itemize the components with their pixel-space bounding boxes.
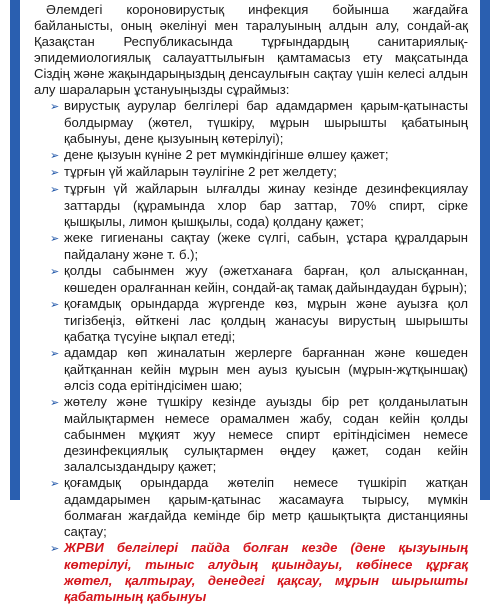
list-item: ➢ қоғамдық орындарда жөтеліп немесе түшкіріп жатқан адамдарымен қарым-қатынас жасамауға тырысу, мүмкін болмаған жағдайда кемінде бір метр қашықтықта дистанцияны сақтау; [50, 475, 468, 539]
document-body [30, 0, 470, 605]
arrow-bullet-icon: ➢ [50, 101, 60, 113]
list-item: ➢ жөтелу және түшкіру кезінде ауызды бір рет қолданылатын майлықтармен немесе орамалмен жабу, содан кейін қолды сабынмен мұқият жуу немесе спирт ерітіндісімен немесе дезинфекциялық сулықтармен өңдеу қажет, содан кейін залалсыздандыру қажет; [50, 394, 468, 474]
prevention-list [34, 98, 468, 605]
list-item: ➢ тұрғын үй жайларын тәулігіне 2 рет желдету; [50, 164, 337, 179]
arrow-bullet-icon: ➢ [50, 299, 60, 311]
intro-paragraph: Әлемдегі короновирустық инфекция бойынша жағдайға байланысты, оның әкелінуі мен таралуының алдын алу, сондай-ақ Қазақстан Республикасында тұрғындардың санитариялық-эпидемиологиялық салауаттылығын қамтамасыз ету мақсатында Сіздің және жақындарыңыздың денсаулығын сақтау үшін келесі алдын алу шараларын ұстануыңызды сұраймыз: [34, 2, 468, 97]
list-item: ➢ дене қызуын күніне 2 рет мүмкіндігінше өлшеу қажет; [50, 147, 389, 162]
list-item: ➢ вирустық аурулар белгілері бар адамдармен қарым-қатынасты болдырмау (жөтел, түшкіру, мұрын шырышты қабатының қабынуы, дене қызуының көтерілуі); [50, 98, 468, 146]
arrow-bullet-icon: ➢ [50, 184, 60, 196]
arrow-bullet-icon: ➢ [50, 150, 60, 162]
list-item: ➢ жеке гигиенаны сақтау (жеке сүлгі, сабын, ұстара құралдарын пайдалану және т. б.); [50, 230, 468, 262]
list-item: ➢ тұрғын үй жайларын ылғалды жинау кезінде дезинфекциялау заттарды (құрамында хлор бар заттар, 70% спирт, сірке қышқылы, лимон қышқылы, сода) қолдану қажет; [50, 181, 468, 229]
list-item: ➢ қоғамдық орындарда жүргенде көз, мұрын және ауызға қол тигізбеңіз, өйткені лас қолдың жанасуы вирустың шырышты қабатқа түсуіне ықпал етеді; [50, 296, 468, 344]
arrow-bullet-icon: ➢ [50, 478, 60, 490]
arrow-bullet-icon: ➢ [50, 348, 60, 360]
warning-list-item: ➢ ЖРВИ белгілері пайда болған кезде (дене қызуының көтерілуі, тыныс алудың қиындауы, көбінесе құрғақ жөтел, қалтырау, денедегі қақсау, мұрын шырышты қабатының қабынуы [50, 540, 468, 604]
right-border-stripe [480, 0, 490, 500]
arrow-bullet-icon: ➢ [50, 397, 60, 409]
left-border-stripe [10, 0, 20, 500]
arrow-bullet-icon: ➢ [50, 167, 60, 179]
arrow-bullet-icon: ➢ [50, 233, 60, 245]
arrow-bullet-icon: ➢ [50, 266, 60, 278]
list-item: ➢ адамдар көп жиналатын жерлерге барғаннан және көшеден қайтқаннан кейін мұрын мен ауыз қуысын (мұрын-жұтқыншақ) әлсіз сода ерітіндісімен шаю; [50, 345, 468, 393]
arrow-bullet-icon: ➢ [50, 543, 60, 555]
list-item: ➢ қолды сабынмен жуу (әжетханаға барған, қол алысқаннан, көшеден оралғаннан кейін, сондай-ақ тамақ дайындаудан бұрын); [50, 263, 468, 295]
